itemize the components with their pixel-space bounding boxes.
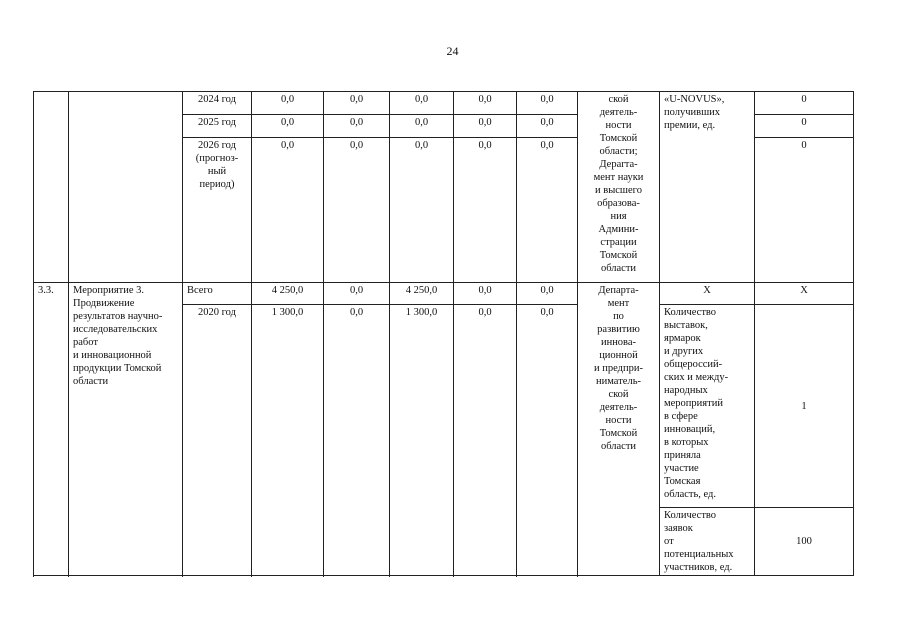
value-cell: 0,0 <box>324 115 390 138</box>
indicator-name-cell: Количество выставок, ярмарок и других общероссий- ских и между- народных мероприятий в сфере инноваций, в которых приняла участие Томская область, ед. <box>660 305 755 508</box>
executor-cell: ской деятель- ности Томской области; Деparта- мент науки и высшего образова- ния Админи- страции Томской области <box>578 92 660 283</box>
indicator-name-cell: Количество заявок от потенциальных участников, ед. <box>660 508 755 576</box>
value-cell: 0,0 <box>390 92 454 115</box>
value-cell: 0,0 <box>517 283 578 305</box>
period-cell: 2026 год (прогноз- ный период) <box>183 138 252 283</box>
program-table <box>33 91 854 576</box>
page-number: 24 <box>446 44 459 58</box>
value-cell: 0,0 <box>252 115 324 138</box>
value-cell: 0,0 <box>454 305 517 576</box>
indicator-value-cell: X <box>755 283 854 305</box>
indicator-value-cell: 0 <box>755 115 854 138</box>
indicator-value-cell: 100 <box>755 508 854 576</box>
name-cell <box>69 92 183 283</box>
item-number-cell: 3.3. <box>34 283 69 576</box>
number-cell <box>34 92 69 283</box>
value-cell: 0,0 <box>517 305 578 576</box>
value-cell: 0,0 <box>252 138 324 283</box>
period-cell: Всего <box>183 283 252 305</box>
value-cell: 0,0 <box>324 138 390 283</box>
value-cell: 1 300,0 <box>252 305 324 576</box>
table-row <box>34 92 854 115</box>
value-cell: 0,0 <box>252 92 324 115</box>
value-cell: 0,0 <box>454 115 517 138</box>
value-cell: 0,0 <box>517 138 578 283</box>
value-cell: 0,0 <box>517 92 578 115</box>
indicator-name-cell: X <box>660 283 755 305</box>
indicator-value-cell: 0 <box>755 138 854 283</box>
item-name-cell: Мероприятие 3. Продвижение результатов научно- исследовательских работ и инновационной продукции Томской области <box>69 283 183 576</box>
value-cell: 0,0 <box>324 92 390 115</box>
value-cell: 0,0 <box>454 138 517 283</box>
value-cell: 0,0 <box>390 138 454 283</box>
period-cell: 2020 год <box>183 305 252 576</box>
value-cell: 0,0 <box>454 283 517 305</box>
period-cell: 2025 год <box>183 115 252 138</box>
table-row <box>34 283 854 305</box>
value-cell: 0,0 <box>454 92 517 115</box>
indicator-value-cell: 0 <box>755 92 854 115</box>
value-cell: 0,0 <box>517 115 578 138</box>
period-cell: 2024 год <box>183 92 252 115</box>
item-executor-cell: Департа- мент по развитию иннова- ционной и предпри- ниматель- ской деятель- ности Томской области <box>578 283 660 576</box>
value-cell: 4 250,0 <box>252 283 324 305</box>
value-cell: 0,0 <box>324 283 390 305</box>
value-cell: 0,0 <box>324 305 390 576</box>
indicator-name-cell: «U-NOVUS», получивших премии, ед. <box>660 92 755 283</box>
indicator-value-cell: 1 <box>755 305 854 508</box>
value-cell: 1 300,0 <box>390 305 454 576</box>
value-cell: 0,0 <box>390 115 454 138</box>
value-cell: 4 250,0 <box>390 283 454 305</box>
